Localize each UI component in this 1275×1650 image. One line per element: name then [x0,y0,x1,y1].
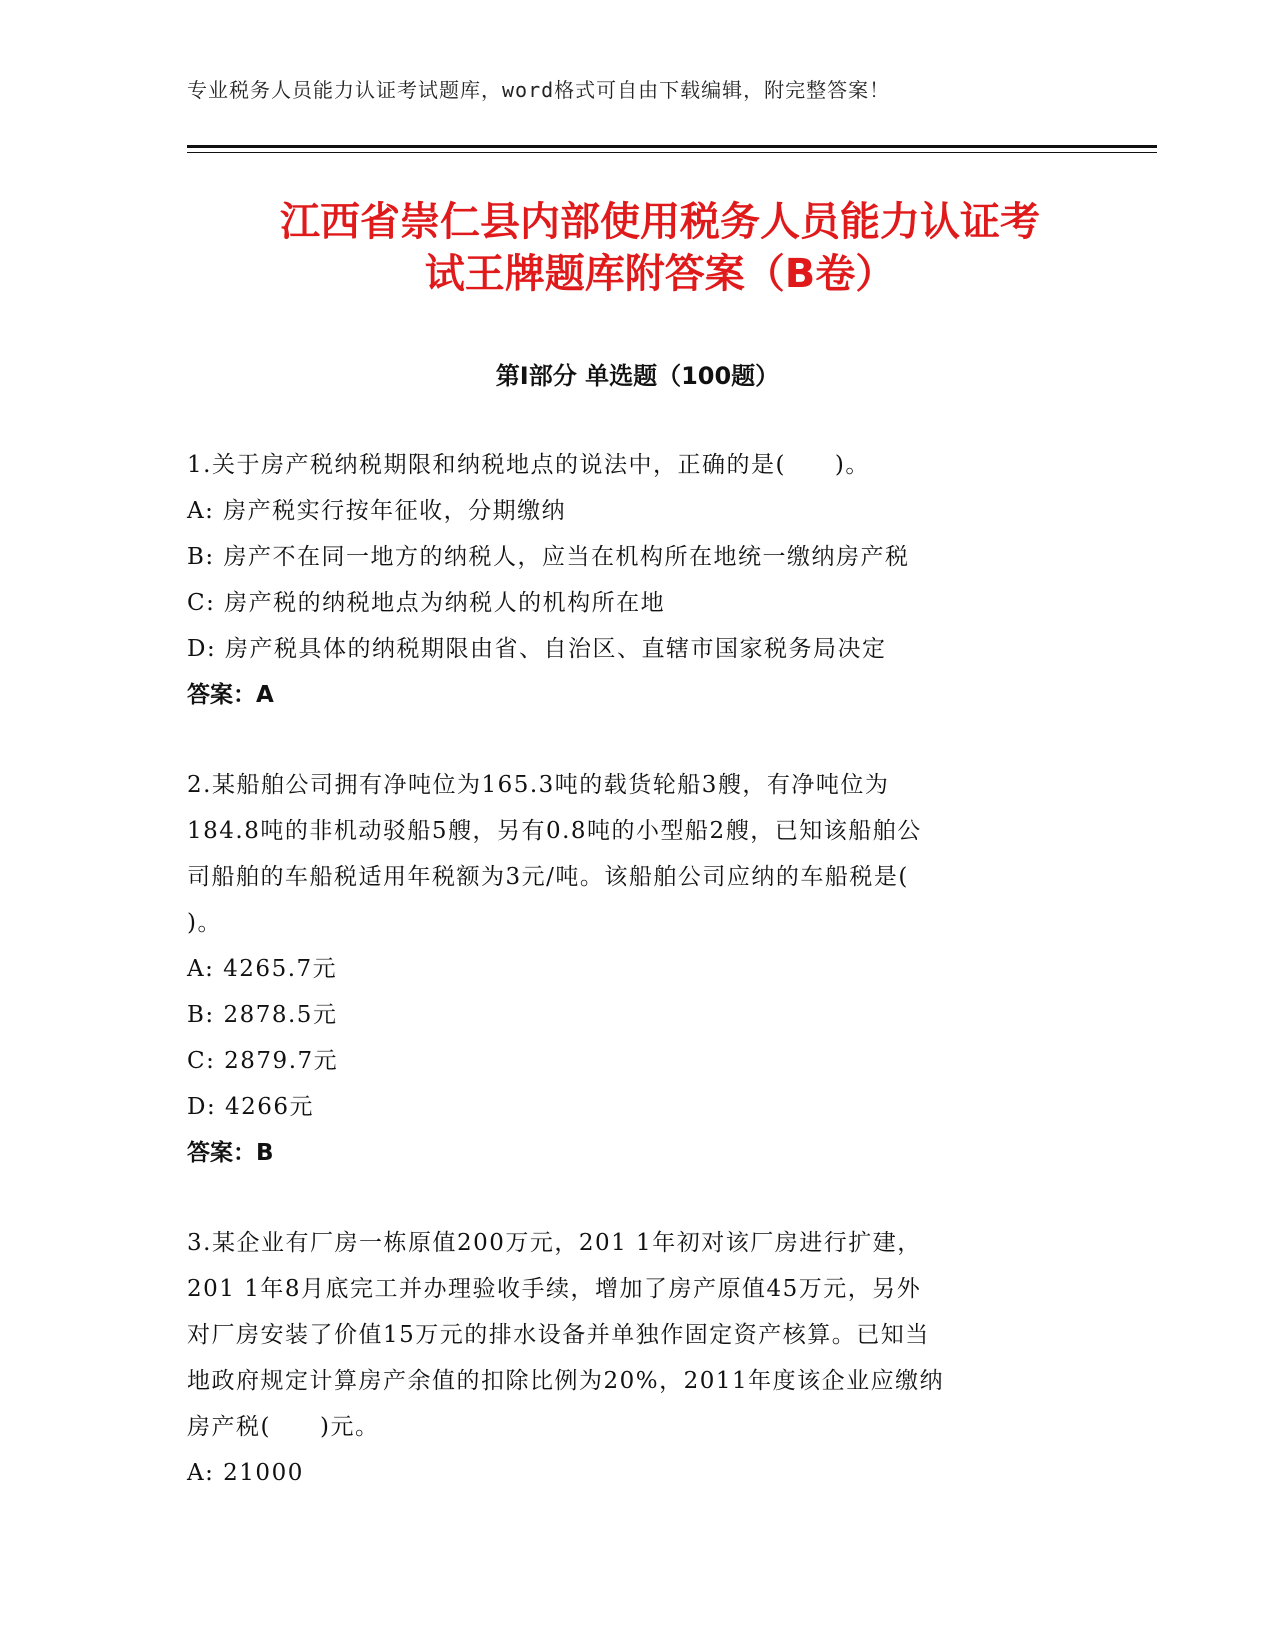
question-list [187,442,1087,1496]
question-stem-line: 184.8吨的非机动驳船5艘，另有0.8吨的小型船2艘，已知该船舶公 [187,818,922,844]
question-stem-line: 地政府规定计算房产余值的扣除比例为20%，2011年度该企业应缴纳 [187,1368,945,1394]
question-1 [187,442,1087,718]
option-a: A: 房产税实行按年征收，分期缴纳 [187,498,567,524]
header-rule-thick [187,145,1157,148]
option-a: A: 4265.7元 [187,956,338,982]
header-note: 专业税务人员能力认证考试题库，word格式可自由下载编辑，附完整答案！ [187,78,891,102]
question-stem-line: )。 [187,910,222,936]
option-b: B: 房产不在同一地方的纳税人，应当在机构所在地统一缴纳房产税 [187,544,910,570]
option-c: C: 2879.7元 [187,1048,339,1074]
question-stem-line: 2.某船舶公司拥有净吨位为165.3吨的载货轮船3艘，有净吨位为 [187,772,890,798]
question-2 [187,762,1087,1176]
option-b: B: 2878.5元 [187,1002,338,1028]
question-stem-line: 司船舶的车船税适用年税额为3元/吨。该船舶公司应纳的车船税是( [187,864,909,890]
question-stem-line: 3.某企业有厂房一栋原值200万元，201 1年初对该厂房进行扩建， [187,1230,922,1256]
option-d: D: 房产税具体的纳税期限由省、自治区、直辖市国家税务局决定 [187,636,887,662]
option-d: D: 4266元 [187,1094,315,1120]
option-c: C: 房产税的纳税地点为纳税人的机构所在地 [187,590,666,616]
question-stem-line: 对厂房安装了价值15万元的排水设备并单独作固定资产核算。已知当 [187,1322,930,1348]
title-line-1: 江西省崇仁县内部使用税务人员能力认证考 [280,199,1040,245]
option-a: A: 21000 [187,1460,304,1486]
question-3 [187,1220,1087,1496]
question-stem: 1.关于房产税纳税期限和纳税地点的说法中，正确的是( )。 [187,452,870,478]
header-rule-thin [187,152,1157,153]
question-gap [187,1176,1087,1220]
section-title: 第Ⅰ部分 单选题（100题） [495,362,780,390]
answer: 答案：A [187,682,274,708]
question-gap [187,718,1087,762]
question-stem-line: 房产税( )元。 [187,1414,380,1440]
question-stem-line: 201 1年8月底完工并办理验收手续，增加了房产原值45万元，另外 [187,1276,922,1302]
title-line-2: 试王牌题库附答案（B卷） [424,251,896,297]
answer: 答案：B [187,1140,274,1166]
document-title [160,196,1160,300]
